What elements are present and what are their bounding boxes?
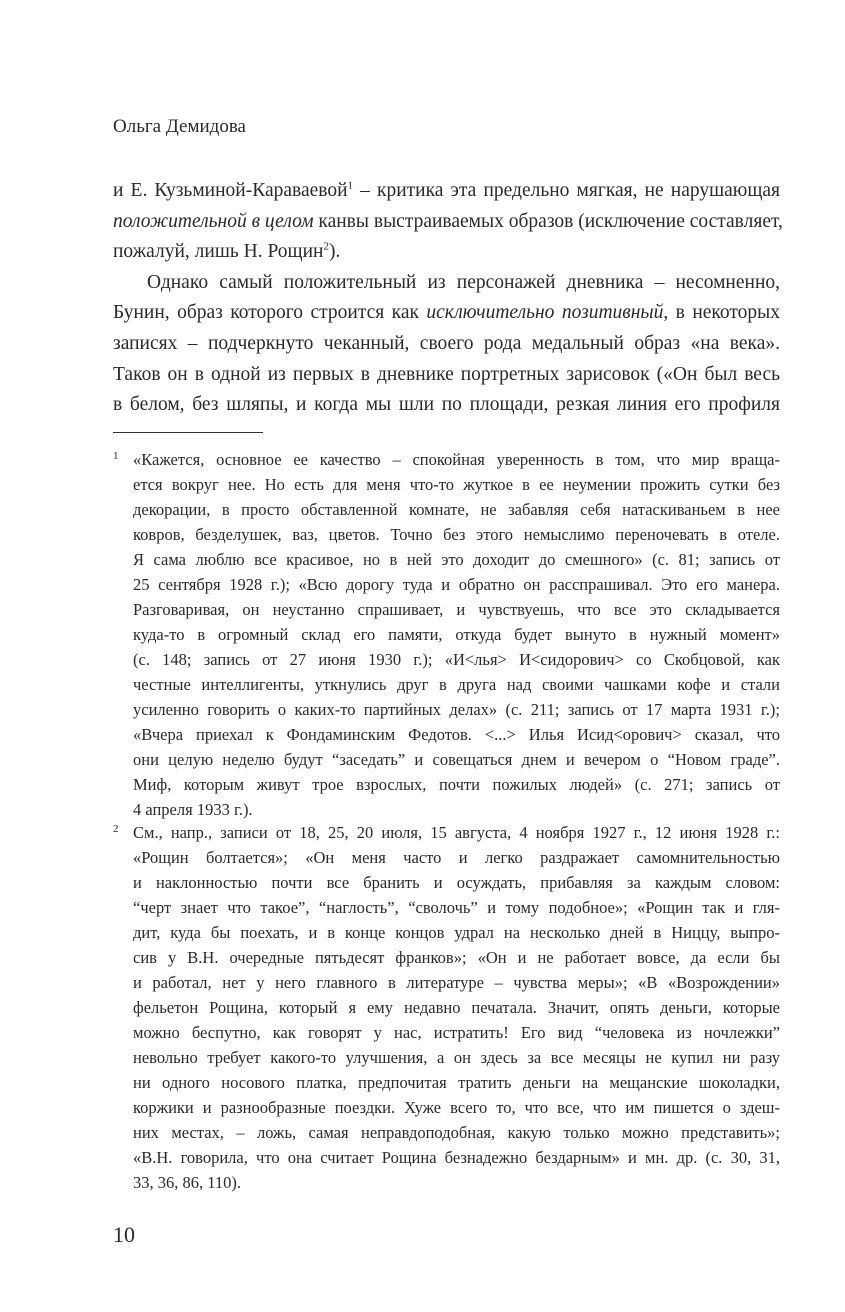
footnote-line: декорации, в просто обставленной комнате, не забавляя себя натаскиваньем в нее [133, 500, 780, 519]
text-line [113, 176, 780, 207]
italic-text: положительной в целом [113, 210, 314, 232]
page-number: 10 [113, 1222, 135, 1247]
footnote-line: Я сама люблю все красивое, но в ней это доходит до смешного» (с. 81; запись от [133, 550, 780, 569]
text-line [113, 207, 783, 238]
footnote-line: «В.Н. говорила, что она считает Рощина безнадежно бездарным» и мн. др. (с. 30, 31, [133, 1148, 780, 1167]
footnote-divider [113, 432, 263, 433]
footnote-2 [113, 820, 780, 1195]
footnote-line: Миф, которым живут трое взрослых, почти пожилых людей» (с. 271; запись от [133, 775, 780, 794]
footnote-line: (с. 148; запись от 27 июня 1930 г.); «И<лья> И<сидорович> со Скобцовой, как [133, 650, 780, 669]
text-span: Таков он в одной из первых в дневнике портретных зарисовок («Он был весь [113, 363, 780, 385]
text-line [113, 360, 780, 391]
footnote-ref[interactable]: 1 [347, 179, 354, 192]
italic-text: исключительно позитивный [426, 302, 664, 324]
footnote-line: усиленно говорить о каких-то партийных делах» (с. 211; запись от 17 марта 1931 г.); [133, 700, 780, 719]
footnote-mark: 2 [113, 823, 119, 835]
text-line [113, 390, 780, 421]
text-span: пожалуй, лишь Н. Рощин [113, 241, 324, 263]
text-span: Однако самый положительный из персонажей дневника – несомненно, [147, 271, 780, 293]
text-line [113, 237, 780, 268]
body-text [113, 176, 783, 421]
running-header: Ольга Демидова [113, 116, 246, 137]
footnote-line: ни одного носового платка, предпочитая тратить деньги на мещанские шоколадки, [133, 1073, 780, 1092]
footnote-line: и наклонностью почти все бранить и осуждать, прибавляя за каждым словом: [133, 873, 780, 892]
footnote-line: куда-то в огромный склад его памяти, откуда будет вынуто в нужный момент» [133, 625, 780, 644]
text-line [113, 268, 780, 299]
footnote-line: «Рощин болтается»; «Он меня часто и легко раздражает самомнительностью [133, 848, 780, 867]
text-span: и Е. Кузьминой-Караваевой [113, 180, 348, 201]
footnote-line: честные интеллигенты, уткнулись друг в друга над своими чашками кофе и стали [133, 675, 780, 694]
footnote-line: дит, куда бы поехать, и в конце концов удрал на несколько дней в Ниццу, выпро- [133, 923, 780, 942]
text-line [113, 329, 780, 360]
footnote-line: “черт знает что такое”, “наглость”, “сволочь” и тому подобное»; «Рощин так и гля- [133, 898, 780, 917]
text-span: – критика эта предельно мягкая, не нарушающая [353, 180, 781, 201]
footnote-line: 33, 36, 86, 110). [133, 1173, 242, 1192]
text-span: записях – подчеркнуто чеканный, своего рода медальный образ «на века». [113, 332, 780, 354]
text-span: канвы выстраиваемых образов (исключение составляет, [313, 210, 783, 232]
footnote-line: «Кажется, основное ее качество – спокойная уверенность в том, что мир враща- [133, 450, 780, 469]
footnote-line: 4 апреля 1933 г.). [133, 800, 253, 819]
footnote-line: они целую неделю будут “заседать” и совещаться днем и вечером о “Новом граде”. [133, 750, 780, 769]
footnote-ref[interactable]: 2 [323, 240, 329, 253]
text-line [113, 298, 780, 329]
text-span: , в некоторых [663, 302, 781, 324]
footnote-line: можно беспутно, как говорят у нас, истратить! Его вид “человека из ночлежки” [133, 1023, 780, 1042]
text-span: Бунин, образ которого строится как [113, 302, 427, 324]
footnote-line: коржики и разнообразные поездки. Хуже всего то, что все, что им пишется о здеш- [133, 1098, 780, 1117]
footnote-line: 25 сентября 1928 г.); «Всю дорогу туда и обратно он расспрашивал. Это его манера. [133, 575, 780, 594]
footnote-line: См., напр., записи от 18, 25, 20 июля, 15 августа, 4 ноября 1927 г., 12 июня 1928 г.: [133, 823, 780, 842]
footnote-1 [113, 447, 780, 822]
footnote-line: «Вчера приехал к Фондаминским Федотов. <...> Илья Исид<орович> сказал, что [133, 725, 780, 744]
footnote-line: ковров, безделушек, ваз, цветов. Точно без этого немыслимо переночевать в отеле. [133, 525, 780, 544]
footnote-line: невольно требует какого-то улучшения, а он здесь за все месяцы не купил ни разу [133, 1048, 780, 1067]
text-span: в белом, без шляпы, и когда мы шли по площади, резкая линия его профиля [113, 394, 780, 416]
footnote-line: ется вокруг нее. Но есть для меня что-то жуткое в ее неумении прожить сутки без [133, 475, 780, 494]
footnote-line: Разговаривая, он неустанно спрашивает, и чувствуешь, что все это складывается [133, 600, 780, 619]
footnote-line: сив у В.Н. очередные пятьдесят франков»; «Он и не работает вовсе, да если бы [133, 948, 780, 967]
footnote-line: них местах, – ложь, самая неправдоподобная, какую только можно представить»; [133, 1123, 780, 1142]
footnote-line: и работал, нет у него главного в литературе – чувства меры»; «В «Возрождении» [133, 973, 780, 992]
footnote-mark: 1 [113, 450, 119, 462]
footnote-line: фельетон Рощина, который я ему недавно печатала. Значит, опять деньги, которые [133, 998, 780, 1017]
text-span: ). [328, 241, 341, 263]
